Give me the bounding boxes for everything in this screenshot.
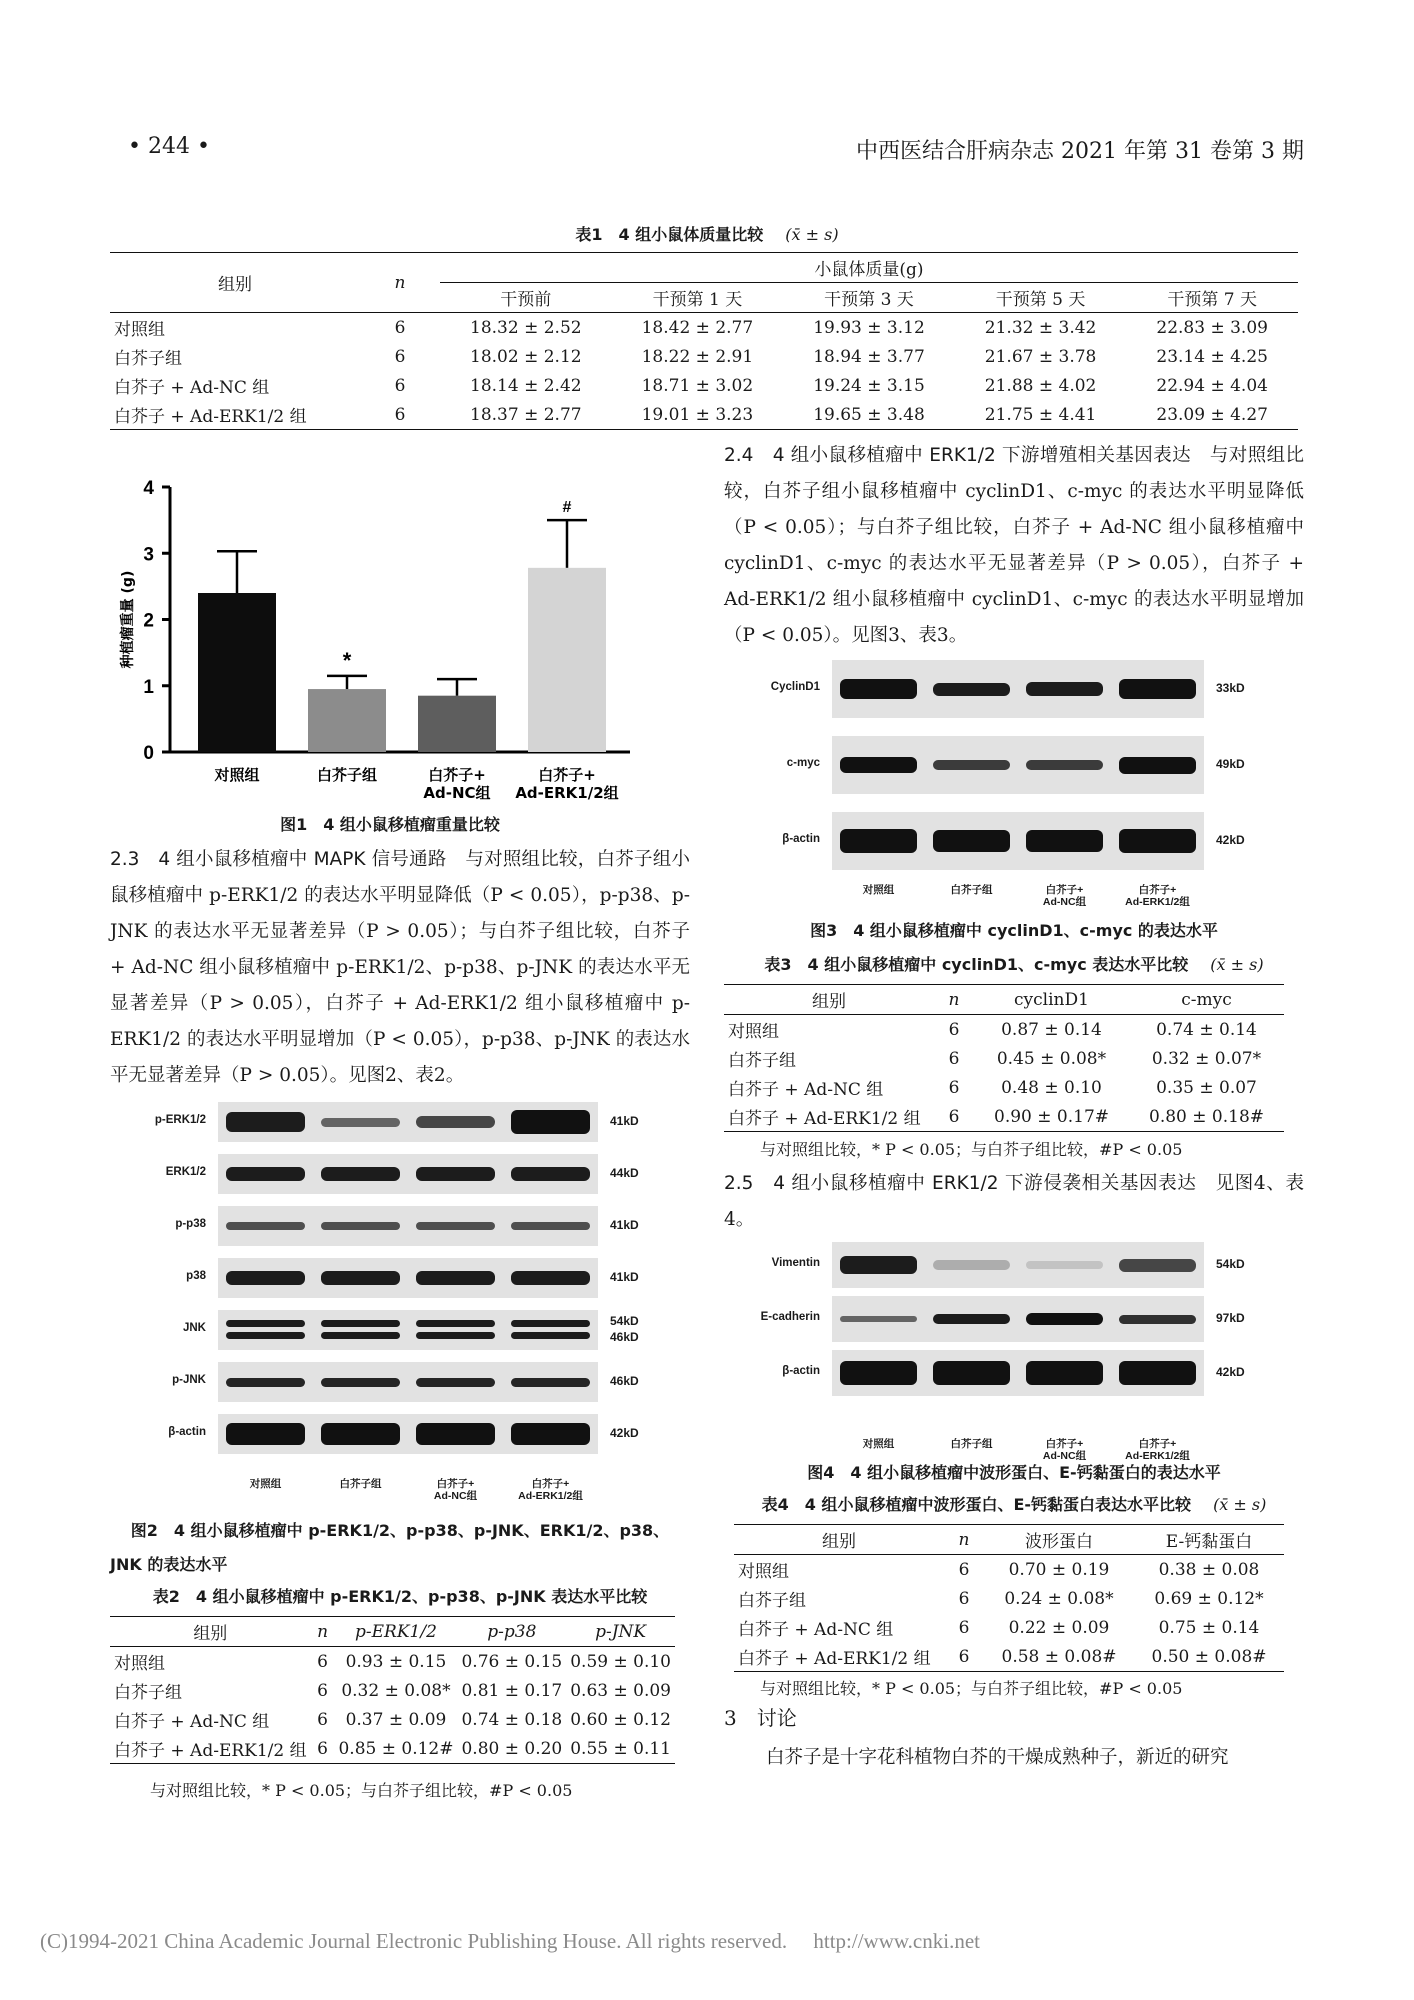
- fig3-western-blot: [724, 660, 1304, 910]
- blot-band: [1119, 757, 1196, 774]
- x-tick-label: 白芥子组: [316, 766, 378, 784]
- table4-cell: 0.69 ± 0.12*: [1154, 1588, 1264, 1609]
- blot-band: [1026, 1361, 1103, 1385]
- blot-lane-label-line: 对照组: [862, 884, 895, 896]
- table3-note: 与对照组比较，* P < 0.05；与白芥子组比较，#P < 0.05: [760, 1140, 1183, 1159]
- table2-cell: 白芥子 + Ad-NC 组: [114, 1712, 270, 1732]
- table2-cell: 0.80 ± 0.20: [457, 1734, 566, 1764]
- table1-subheader: 干预第 5 天: [955, 283, 1127, 313]
- blot-protein-label: p38: [186, 1270, 206, 1282]
- table3-cell: 白芥子 + Ad-NC 组: [728, 1080, 884, 1100]
- blot-protein-label: ERK1/2: [165, 1166, 206, 1178]
- table1-cell: 白芥子 + Ad-ERK1/2 组: [110, 400, 360, 430]
- y-tick-label: 1: [143, 676, 154, 698]
- fig2-caption: 图2 4 组小鼠移植瘤中 p-ERK1/2、p-p38、p-JNK、ERK1/2、p38、 JNK 的表达水平: [110, 1521, 670, 1574]
- blot-lane-label-line: 白芥子+: [531, 1478, 570, 1490]
- blot-band: [416, 1423, 495, 1445]
- blot-lane-label-line: Ad-NC组: [433, 1490, 478, 1502]
- section-2-5-heading: 2.5 4 组小鼠移植瘤中 ERK1/2 下游侵袭相关基因表达: [724, 1173, 1197, 1194]
- blot-band: [1119, 829, 1196, 853]
- blot-band: [321, 1167, 400, 1181]
- table1-cell: 19.24 ± 3.15: [813, 375, 925, 396]
- blot-lane-label-line: 对照组: [862, 1438, 895, 1450]
- blot-band: [1119, 1315, 1196, 1324]
- table4-cell: 白芥子组: [738, 1591, 806, 1611]
- table1-subheader: 干预第 3 天: [783, 283, 955, 313]
- blot-band: [321, 1271, 400, 1285]
- blot-band: [511, 1320, 590, 1327]
- blot-lane-label: [832, 1438, 925, 1450]
- blot-kd-label: 54kD: [610, 1314, 639, 1328]
- table1-cell: 18.22 ± 2.91: [641, 346, 754, 367]
- blot-band: [226, 1222, 305, 1230]
- table4-cell: 6: [958, 1588, 970, 1609]
- blot-band: [933, 760, 1010, 770]
- table1-cell: 19.93 ± 3.12: [813, 317, 925, 338]
- section-2-4-body: 与对照组比较，白芥子组小鼠移植瘤中 cyclinD1、c-myc 的表达水平明显降低（P < 0.05）；与白芥子组比较，白芥子 + Ad-NC 组小鼠移植瘤中 cyclinD1、c-myc 的表达水平无显著差异（P > 0.05），白芥子 + Ad-ERK1/2 组小鼠移植瘤中 cyclinD1、c-myc 的表达水平明显增加（P < 0.05）。见图3、表3。: [724, 445, 1304, 646]
- blot-strip: [832, 812, 1204, 870]
- table2-row: [110, 1676, 675, 1705]
- table1-caption: 表1 4 组小鼠体质量比较 (x̄ ± s): [575, 225, 839, 244]
- blot-lane-label-line: Ad-ERK1/2组: [1125, 1450, 1190, 1462]
- table1-cell: 23.14 ± 4.25: [1156, 346, 1268, 367]
- section-2-4-heading: 2.4 4 组小鼠移植瘤中 ERK1/2 下游增殖相关基因表达: [724, 445, 1191, 466]
- table4-cell: 6: [958, 1559, 970, 1580]
- blot-lane-label: [1111, 884, 1204, 908]
- table1-subheader: 干预第 1 天: [612, 283, 784, 313]
- blot-strip: [218, 1310, 598, 1350]
- x-tick-label: 对照组: [214, 766, 260, 784]
- blot-lane-label: [408, 1478, 503, 1502]
- blot-band: [840, 679, 917, 699]
- table3-caption: 表3 4 组小鼠移植瘤中 cyclinD1、c-myc 表达水平比较 (x̄ ± s): [764, 955, 1264, 974]
- fig1-bar-chart: [110, 440, 670, 818]
- table1-cell: 对照组: [114, 320, 165, 340]
- blot-protein-label: CyclinD1: [770, 681, 820, 693]
- blot-lane-label-line: 白芥子组: [339, 1478, 382, 1490]
- table2-cell: 0.93 ± 0.15: [345, 1651, 447, 1672]
- table4-header: E-钙黏蛋白: [1134, 1525, 1284, 1555]
- blot-band: [321, 1222, 400, 1230]
- table3-cell: 0.48 ± 0.10: [1001, 1077, 1102, 1098]
- fig4-western-blot: [724, 1242, 1304, 1472]
- blot-band: [840, 1256, 917, 1274]
- blot-band: [1119, 1259, 1196, 1272]
- table1-subheader: 干预第 7 天: [1126, 283, 1298, 313]
- table1-col-n: n: [360, 253, 440, 313]
- table1-cell: 21.75 ± 4.41: [955, 400, 1127, 430]
- blot-kd-label: 46kD: [610, 1374, 639, 1388]
- blot-lane-label: [1018, 1438, 1111, 1462]
- blot-band: [1026, 830, 1103, 852]
- table3-cell: 白芥子组: [728, 1051, 796, 1071]
- blot-band: [226, 1332, 305, 1339]
- blot-band: [511, 1423, 590, 1445]
- bar-1: [198, 593, 276, 752]
- blot-band: [933, 1260, 1010, 1270]
- blot-band: [321, 1320, 400, 1327]
- table1-span-header: 小鼠体质量(g): [440, 253, 1298, 283]
- table3-row: [724, 1102, 1284, 1132]
- table4-cell: 0.24 ± 0.08*: [1004, 1588, 1114, 1609]
- table4-cell: 0.50 ± 0.08#: [1134, 1642, 1284, 1672]
- table2-cell: 0.37 ± 0.09: [345, 1709, 447, 1730]
- table1-row: [110, 371, 1298, 400]
- table3-header: c-myc: [1129, 985, 1284, 1015]
- blot-band: [226, 1112, 305, 1132]
- blot-lane-label: [925, 884, 1018, 896]
- table4-row: [734, 1584, 1284, 1613]
- blot-band: [1026, 1261, 1103, 1269]
- table1-cell: 22.83 ± 3.09: [1156, 317, 1268, 338]
- x-tick-label: 白芥子+: [538, 766, 596, 784]
- table2-cell: 对照组: [114, 1654, 165, 1674]
- blot-lane-label-line: Ad-ERK1/2组: [1125, 896, 1190, 908]
- blot-protein-label: p-JNK: [172, 1374, 206, 1386]
- table1-col-group: 组别: [110, 253, 360, 313]
- table2-cell: 0.76 ± 0.15: [461, 1651, 563, 1672]
- table1-cell: 19.65 ± 3.48: [783, 400, 955, 430]
- blot-strip: [218, 1362, 598, 1402]
- fig4-caption: 图4 4 组小鼠移植瘤中波形蛋白、E-钙黏蛋白的表达水平: [807, 1463, 1221, 1482]
- blot-band: [416, 1332, 495, 1339]
- table2-header: p-ERK1/2: [334, 1617, 457, 1647]
- blot-protein-label: p-ERK1/2: [154, 1114, 206, 1126]
- table1-cell: 19.01 ± 3.23: [612, 400, 784, 430]
- table1-cell: 18.02 ± 2.12: [470, 346, 582, 367]
- table3-header: 组别: [724, 985, 934, 1015]
- y-tick-label: 2: [143, 610, 154, 632]
- blot-band: [1119, 1361, 1196, 1385]
- table4-cell: 0.70 ± 0.19: [1008, 1559, 1110, 1580]
- table2-cell: 0.59 ± 0.10: [570, 1651, 671, 1672]
- blot-lane-label: [832, 884, 925, 896]
- blot-lane-label-line: 白芥子+: [1138, 884, 1177, 896]
- blot-kd-label: 41kD: [610, 1270, 639, 1284]
- blot-kd-label: 42kD: [1216, 1365, 1245, 1379]
- table1-cell: 白芥子组: [114, 349, 182, 369]
- table1-row: [110, 400, 1298, 430]
- table2-cell: 白芥子 + Ad-ERK1/2 组: [110, 1734, 311, 1764]
- section-2-5: [724, 1166, 1304, 1238]
- blot-band: [511, 1167, 590, 1181]
- table2: [110, 1616, 675, 1764]
- blot-band: [511, 1110, 590, 1134]
- blot-kd-label: 54kD: [1216, 1257, 1245, 1271]
- table1-row: [110, 342, 1298, 371]
- blot-kd-label: 41kD: [610, 1114, 639, 1128]
- y-tick-label: 4: [143, 478, 154, 499]
- table1-cell: 6: [394, 346, 406, 367]
- blot-strip: [832, 1350, 1204, 1396]
- blot-lane-label-line: Ad-ERK1/2组: [518, 1490, 583, 1502]
- blot-kd-label: 46kD: [610, 1330, 639, 1344]
- blot-band: [1026, 682, 1103, 696]
- table1-cell: 21.88 ± 4.02: [984, 375, 1097, 396]
- table4-row: [734, 1555, 1284, 1585]
- table2-cell: 白芥子组: [114, 1683, 182, 1703]
- blot-strip: [832, 660, 1204, 718]
- table2-cell: 6: [317, 1680, 328, 1701]
- x-tick-label: Ad-NC组: [423, 784, 491, 802]
- blot-lane-label-line: Ad-NC组: [1042, 1450, 1087, 1462]
- blot-protein-label: β-actin: [782, 1365, 820, 1377]
- table3-cell: 0.35 ± 0.07: [1156, 1077, 1257, 1098]
- table4-header: n: [944, 1525, 984, 1555]
- blot-band: [840, 1361, 917, 1385]
- table3-cell: 0.90 ± 0.17#: [974, 1102, 1129, 1132]
- table1-cell: 6: [394, 317, 406, 338]
- blot-strip: [218, 1206, 598, 1246]
- table2-cell: 0.55 ± 0.11: [566, 1734, 675, 1764]
- blot-lane-label: [1111, 1438, 1204, 1462]
- blot-band: [226, 1167, 305, 1181]
- table4-cell: 白芥子 + Ad-ERK1/2 组: [734, 1642, 944, 1672]
- blot-strip: [832, 1296, 1204, 1342]
- blot-band: [933, 830, 1010, 852]
- table3-cell: 6: [948, 1048, 960, 1069]
- table3-header: cyclinD1: [974, 985, 1129, 1015]
- fig2-western-blot: [110, 1100, 690, 1500]
- blot-protein-label: E-cadherin: [760, 1311, 820, 1323]
- blot-kd-label: 49kD: [1216, 757, 1245, 771]
- blot-strip: [218, 1102, 598, 1142]
- table3-cell: 0.87 ± 0.14: [1001, 1019, 1102, 1040]
- table2-caption: 表2 4 组小鼠移植瘤中 p-ERK1/2、p-p38、p-JNK 表达水平比较: [152, 1587, 648, 1606]
- blot-strip: [218, 1154, 598, 1194]
- blot-band: [321, 1378, 400, 1387]
- section-3-heading: 3 讨论: [724, 1706, 797, 1730]
- blot-band: [511, 1271, 590, 1285]
- blot-band: [840, 757, 917, 773]
- table4-row: [734, 1613, 1284, 1642]
- table3: [724, 984, 1284, 1132]
- table3-cell: 6: [934, 1102, 974, 1132]
- table2-note: 与对照组比较，* P < 0.05；与白芥子组比较，#P < 0.05: [150, 1781, 573, 1800]
- table1-cell: 18.32 ± 2.52: [470, 317, 582, 338]
- table2-cell: 0.81 ± 0.17: [461, 1680, 563, 1701]
- table3-header: n: [934, 985, 974, 1015]
- page-number: • 244 •: [128, 134, 210, 159]
- table1-cell: 白芥子 + Ad-NC 组: [114, 378, 270, 398]
- table3-cell: 0.80 ± 0.18#: [1129, 1102, 1284, 1132]
- table3-cell: 对照组: [728, 1022, 779, 1042]
- blot-lane-label: [503, 1478, 598, 1502]
- table2-header: p-p38: [457, 1617, 566, 1647]
- bar-4: [528, 568, 606, 752]
- x-tick-label: 白芥子+: [428, 766, 486, 784]
- blot-band: [226, 1271, 305, 1285]
- fig1-caption: 图1 4 组小鼠移植瘤重量比较: [280, 815, 500, 834]
- blot-band: [511, 1378, 590, 1387]
- journal-title: 中西医结合肝病杂志 2021 年第 31 卷第 3 期: [856, 139, 1304, 164]
- blot-strip: [218, 1414, 598, 1454]
- table1-cell: 6: [394, 375, 406, 396]
- blot-strip: [218, 1258, 598, 1298]
- blot-lane-label-line: 白芥子+: [1138, 1438, 1177, 1450]
- table3-cell: 0.32 ± 0.07*: [1151, 1048, 1262, 1069]
- blot-strip: [832, 736, 1204, 794]
- bar-3: [418, 696, 496, 752]
- blot-protein-label: Vimentin: [771, 1257, 820, 1269]
- table2-cell: 6: [317, 1651, 328, 1672]
- table3-cell: 0.45 ± 0.08*: [996, 1048, 1107, 1069]
- blot-band: [226, 1378, 305, 1387]
- table2-row: [110, 1705, 675, 1734]
- table4-caption: 表4 4 组小鼠移植瘤中波形蛋白、E-钙黏蛋白表达水平比较 (x̄ ± s): [761, 1495, 1267, 1514]
- blot-band: [226, 1320, 305, 1327]
- table4-cell: 白芥子 + Ad-NC 组: [738, 1620, 894, 1640]
- blot-protein-label: β-actin: [782, 833, 820, 845]
- blot-band: [1026, 760, 1103, 770]
- blot-band: [511, 1222, 590, 1230]
- blot-kd-label: 42kD: [610, 1426, 639, 1440]
- copyright-footer: (C)1994-2021 China Academic Journal Electronic Publishing House. All rights reserved. http://www.cnki.net: [40, 1929, 980, 1953]
- blot-lane-label: [925, 1438, 1018, 1450]
- blot-band: [840, 1316, 917, 1322]
- blot-protein-label: p-p38: [175, 1218, 206, 1230]
- blot-band: [933, 1314, 1010, 1324]
- blot-band: [321, 1423, 400, 1445]
- table2-cell: 0.32 ± 0.08*: [341, 1680, 451, 1701]
- blot-kd-label: 33kD: [1216, 681, 1245, 695]
- blot-band: [416, 1222, 495, 1230]
- blot-band: [416, 1271, 495, 1285]
- table2-row: [110, 1734, 675, 1764]
- blot-lane-label-line: 白芥子+: [436, 1478, 475, 1490]
- y-tick-label: 3: [143, 544, 154, 566]
- blot-band: [1026, 1313, 1103, 1325]
- table4-header: 组别: [734, 1525, 944, 1555]
- table1-cell: 18.71 ± 3.02: [641, 375, 754, 396]
- table1-cell: 21.67 ± 3.78: [984, 346, 1097, 367]
- table1-row: [110, 313, 1298, 343]
- table2-cell: 0.74 ± 0.18: [461, 1709, 563, 1730]
- blot-protein-label: c-myc: [786, 757, 820, 769]
- fig3-caption: 图3 4 组小鼠移植瘤中 cyclinD1、c-myc 的表达水平: [810, 921, 1218, 940]
- table4-cell: 0.75 ± 0.14: [1158, 1617, 1260, 1638]
- blot-lane-label: [1018, 884, 1111, 908]
- table2-cell: 0.63 ± 0.09: [570, 1680, 671, 1701]
- table1-subheader: 干预前: [440, 283, 612, 313]
- table2-header: 组别: [110, 1617, 311, 1647]
- table1-cell: 21.32 ± 3.42: [984, 317, 1097, 338]
- blot-protein-label: β-actin: [168, 1426, 206, 1438]
- blot-lane-label: [313, 1478, 408, 1490]
- blot-lane-label-line: 白芥子+: [1045, 1438, 1084, 1450]
- table1-cell: 18.94 ± 3.77: [813, 346, 925, 367]
- table4-cell: 0.22 ± 0.09: [1008, 1617, 1110, 1638]
- table1-cell: 22.94 ± 4.04: [1156, 375, 1268, 396]
- table3-cell: 6: [948, 1077, 960, 1098]
- section-2-3: [110, 842, 690, 1094]
- section-2-3-heading: 2.3 4 组小鼠移植瘤中 MAPK 信号通路: [110, 849, 447, 870]
- table4-note: 与对照组比较，* P < 0.05；与白芥子组比较，#P < 0.05: [760, 1679, 1183, 1698]
- section-2-5-body: 见图4、表4。: [724, 1173, 1304, 1230]
- significance-marker: #: [562, 499, 572, 517]
- x-tick-label: Ad-ERK1/2组: [515, 784, 619, 802]
- table2-cell: 6: [311, 1734, 335, 1764]
- table2-header: p-JNK: [566, 1617, 675, 1647]
- table1-cell: 23.09 ± 4.27: [1126, 400, 1298, 430]
- table4-cell: 对照组: [738, 1562, 789, 1582]
- table3-row: [724, 1073, 1284, 1102]
- section-2-3-body: 与对照组比较，白芥子组小鼠移植瘤中 p-ERK1/2 的表达水平明显降低（P < 0.05），p-p38、p-JNK 的表达水平无显著差异（P > 0.05）；与白芥子组比较，白芥子 + Ad-NC 组小鼠移植瘤中 p-ERK1/2、p-p38、p-JNK 的表达水平无显著差异（P > 0.05），白芥子 + Ad-ERK1/2 组小鼠移植瘤中 p-ERK1/2 的表达水平明显增加（P < 0.05），p-p38、p-JNK 的表达水平无显著差异（P > 0.05）。见图2、表2。: [110, 849, 690, 1086]
- blot-band: [840, 829, 917, 853]
- blot-band: [416, 1378, 495, 1387]
- blot-band: [511, 1332, 590, 1339]
- table2-row: [110, 1647, 675, 1677]
- table4-header: 波形蛋白: [984, 1525, 1134, 1555]
- blot-kd-label: 41kD: [610, 1218, 639, 1232]
- table3-cell: 6: [948, 1019, 960, 1040]
- table4-cell: 6: [944, 1642, 984, 1672]
- blot-band: [321, 1332, 400, 1339]
- blot-lane-label-line: 对照组: [249, 1478, 282, 1490]
- blot-band: [933, 1361, 1010, 1385]
- blot-lane-label-line: Ad-NC组: [1042, 896, 1087, 908]
- table4-cell: 0.58 ± 0.08#: [984, 1642, 1134, 1672]
- table1-cell: 18.37 ± 2.77: [440, 400, 612, 430]
- y-tick-label: 0: [143, 743, 154, 764]
- table4: [734, 1524, 1284, 1672]
- table2-cell: 0.60 ± 0.12: [570, 1709, 671, 1730]
- blot-lane-label-line: 白芥子组: [950, 1438, 993, 1450]
- blot-band: [416, 1320, 495, 1327]
- blot-lane-label-line: 白芥子+: [1045, 884, 1084, 896]
- blot-band: [416, 1167, 495, 1181]
- significance-marker: *: [342, 647, 352, 673]
- section-2-4: [724, 438, 1304, 654]
- table1-cell: 6: [360, 400, 440, 430]
- blot-band: [226, 1423, 305, 1445]
- table4-row: [734, 1642, 1284, 1672]
- table1: [110, 252, 1298, 430]
- blot-kd-label: 44kD: [610, 1166, 639, 1180]
- blot-band: [933, 683, 1010, 696]
- table2-cell: 0.85 ± 0.12#: [334, 1734, 457, 1764]
- table3-cell: 0.74 ± 0.14: [1156, 1019, 1257, 1040]
- table2-cell: 6: [317, 1709, 328, 1730]
- y-axis-label: 种植瘤重量 (g): [120, 570, 136, 669]
- table3-row: [724, 1044, 1284, 1073]
- blot-band: [321, 1118, 400, 1127]
- blot-lane-label: [218, 1478, 313, 1490]
- blot-band: [1119, 679, 1196, 699]
- blot-lane-label-line: 白芥子组: [950, 884, 993, 896]
- table3-cell: 白芥子 + Ad-ERK1/2 组: [724, 1102, 934, 1132]
- section-3-body: 白芥子是十字花科植物白芥的干燥成熟种子，新近的研究: [766, 1747, 1229, 1768]
- blot-kd-label: 97kD: [1216, 1311, 1245, 1325]
- blot-kd-label: 42kD: [1216, 833, 1245, 847]
- table2-header: n: [311, 1617, 335, 1647]
- table1-cell: 18.14 ± 2.42: [470, 375, 582, 396]
- bar-2: [308, 689, 386, 752]
- blot-band: [416, 1116, 495, 1128]
- table4-cell: 6: [958, 1617, 970, 1638]
- blot-strip: [832, 1242, 1204, 1288]
- table4-cell: 0.38 ± 0.08: [1158, 1559, 1260, 1580]
- blot-protein-label: JNK: [182, 1322, 206, 1334]
- table3-row: [724, 1015, 1284, 1045]
- table1-cell: 18.42 ± 2.77: [641, 317, 754, 338]
